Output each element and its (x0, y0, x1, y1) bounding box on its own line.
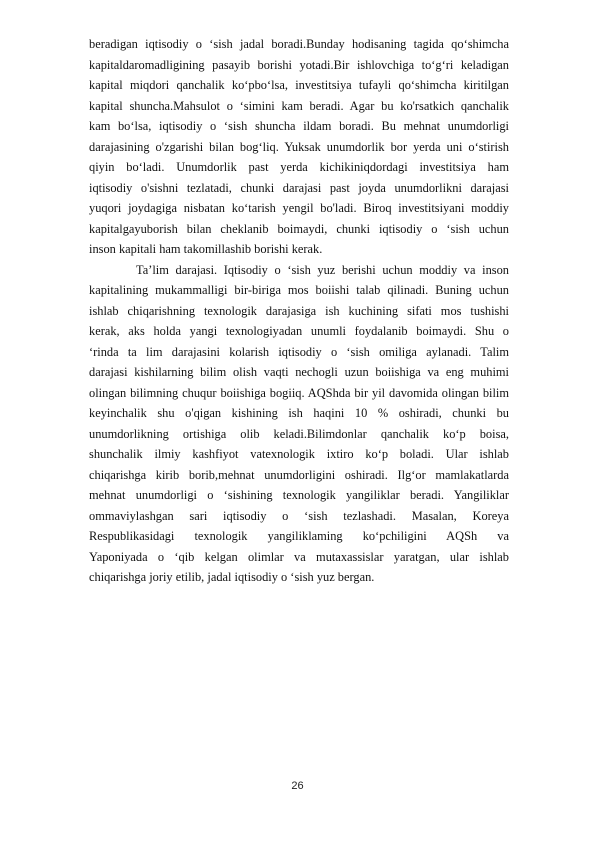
paragraph-line: inson kapitali ham takomillashib borishi kerak. (89, 242, 323, 256)
paragraph-line: qiyin bo‘ladi. Unumdorlik past yerda kichikiniqdordagi investitsiya ham (89, 160, 509, 174)
paragraph-line: Ta’lim darajasi. Iqtisodiy o ‘sish yuz berishi uchun moddiy va inson (136, 262, 509, 277)
paragraph-line: kapital shuncha.Mahsulot o ‘simini kam beradi. Agar bu ko'rsatkich qanchalik (89, 98, 509, 113)
paragraph-line: iqtisodiy o'sishni tezlatadi, chunki darajasi past joyda unumdorlikni darajasi (89, 180, 509, 195)
paragraph-line: unumdorlikning ortishiga olib keladi.Bilimdonlar qanchalik ko‘p boisa, (89, 426, 509, 441)
paragraph-line: kam bo‘lsa, iqtisodiy o ‘sish shuncha ildam boradi. Bu mehnat unumdorligi (89, 119, 509, 133)
paragraph-line: chiqarishga joriy etilib, jadal iqtisodiy o ‘sish yuz bergan. (89, 570, 375, 584)
body-text (89, 34, 509, 588)
paragraph-line: kerak, aks holda yangi texnologiyadan unumli foydalanib boimaydi. Shu o (89, 324, 509, 338)
paragraph-line: ommaviylashgan sari iqtisodiy o ‘sish tezlashadi. Masalan, Koreya (89, 508, 509, 523)
paragraph-line: kapitalining mukammalligi bir-biriga mos boiishi talab qilinadi. Buning uchun (89, 283, 509, 297)
paragraph-line: shunchalik ilmiy kashfiyot vatexnologik ixtiro ko‘p boladi. Ular ishlab (89, 447, 509, 461)
paragraph-line: Respublikasidagi texnologik yangiliklaming ko‘pchiligini AQSh va (89, 529, 509, 543)
paragraph-line: Yaponiyada o ‘qib kelgan olimlar va mutaxassislar yaratgan, ular ishlab (89, 549, 509, 564)
paragraph-line: beradigan iqtisodiy o ‘sish jadal boradi.Bunday hodisaning tagida qo‘shimcha (89, 37, 509, 51)
paragraph-line: ishlab chiqarishning texnologik darajasiga ish kuchining sifati mos tushishi (89, 303, 509, 318)
paragraph-line: yuqori joydagiga nisbatan ko‘tarish yengil bo'ladi. Biroq investitsiyani moddiy (89, 201, 509, 215)
paragraph-line: keyinchalik shu o'qigan kishining ish haqini 10 % oshiradi, chunki bu (89, 406, 509, 420)
paragraph-line: chiqarishga kirib borib,mehnat unumdorligini oshiradi. Ilg‘or mamlakatlarda (89, 467, 509, 482)
paragraph-line: mehnat unumdorligi o ‘sishining texnologik yangiliklar beradi. Yangiliklar (89, 488, 509, 502)
page-number: 26 (291, 780, 304, 792)
paragraph-line: darajasining o'zgarishi bilan bog‘liq. Yuksak unumdorlik bor yerda uni o‘stirish (89, 139, 509, 154)
paragraph-line: kapitalgayuborish bilan cheklanib boimaydi, chunki iqtisodiy o ‘sish uchun (89, 221, 509, 236)
paragraph-line: kapital miqdori qanchalik ko‘pbo‘lsa, investitsiya tufayli qo‘shimcha kiritilgan (89, 78, 509, 92)
paragraph-line: kapitaldaromadligining pasayib borishi yotadi.Bir ishlovchiga to‘g‘ri keladigan (89, 57, 509, 72)
paragraph-line: olingan bilimning chuqur boiishiga bogiiq. AQShda bir yil davomida olingan bilim (89, 385, 509, 400)
paragraph-line: ‘rinda ta lim darajasini kolarish iqtisodiy o ‘sish omiliga aylanadi. Talim (89, 344, 509, 359)
paragraph-line: darajasi kishilarning bilim olish vaqti nechogli uzun boiishiga va eng muhimi (89, 365, 509, 379)
